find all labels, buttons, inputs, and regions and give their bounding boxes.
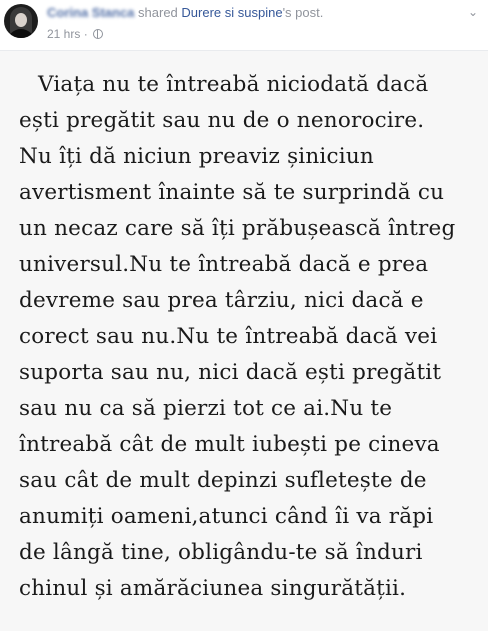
quote-line: corect sau nu.Nu te întreabă dacă vei — [19, 324, 438, 349]
globe-icon — [93, 29, 103, 39]
post-meta — [47, 27, 103, 41]
quote-line: anumiți oameni,atunci când îi va răpi — [19, 504, 434, 529]
post-title — [47, 5, 323, 20]
post-header — [0, 0, 488, 50]
quote-line: un necaz care să îți prăbușească întreg — [19, 216, 456, 241]
meta-separator: · — [80, 27, 92, 41]
post-image[interactable] — [0, 50, 488, 631]
quote-line: Nu îți dă niciun preaviz șiniciun — [19, 144, 374, 169]
quote-line: sau cât de mult depinzi sufletește de — [19, 468, 427, 493]
author-name[interactable]: Corina Stanca — [47, 5, 135, 20]
shared-text: shared — [134, 5, 182, 20]
quote-line: sau nu ca să pierzi tot ce ai.Nu te — [19, 396, 393, 421]
quote-line: de lângă tine, obligându-te să înduri — [19, 540, 423, 565]
quote-line: avertisment înainte să te surprindă cu — [19, 180, 445, 205]
quote-line: Viața nu te întreabă niciodată dacă — [38, 72, 429, 97]
quote-line: chinul și amărăciunea singurătății. — [19, 576, 407, 601]
shared-suffix: 's post. — [282, 5, 324, 20]
avatar[interactable] — [4, 4, 38, 38]
quote-line: întreabă cât de mult iubești pe cineva — [19, 432, 440, 457]
quote-line: suporta sau nu, nici dacă ești pregătit — [19, 360, 442, 385]
quote-line: universul.Nu te întreabă dacă e prea — [19, 252, 429, 277]
chevron-down-icon[interactable]: ⌄ — [467, 5, 479, 19]
quote-line: ești pregătit sau nu de o nenorocire. — [19, 108, 425, 133]
shared-from-link[interactable]: Durere si suspine — [181, 5, 283, 20]
timestamp[interactable]: 21 hrs — [47, 27, 81, 41]
quote-line: devreme sau prea târziu, nici dacă e — [19, 288, 424, 313]
